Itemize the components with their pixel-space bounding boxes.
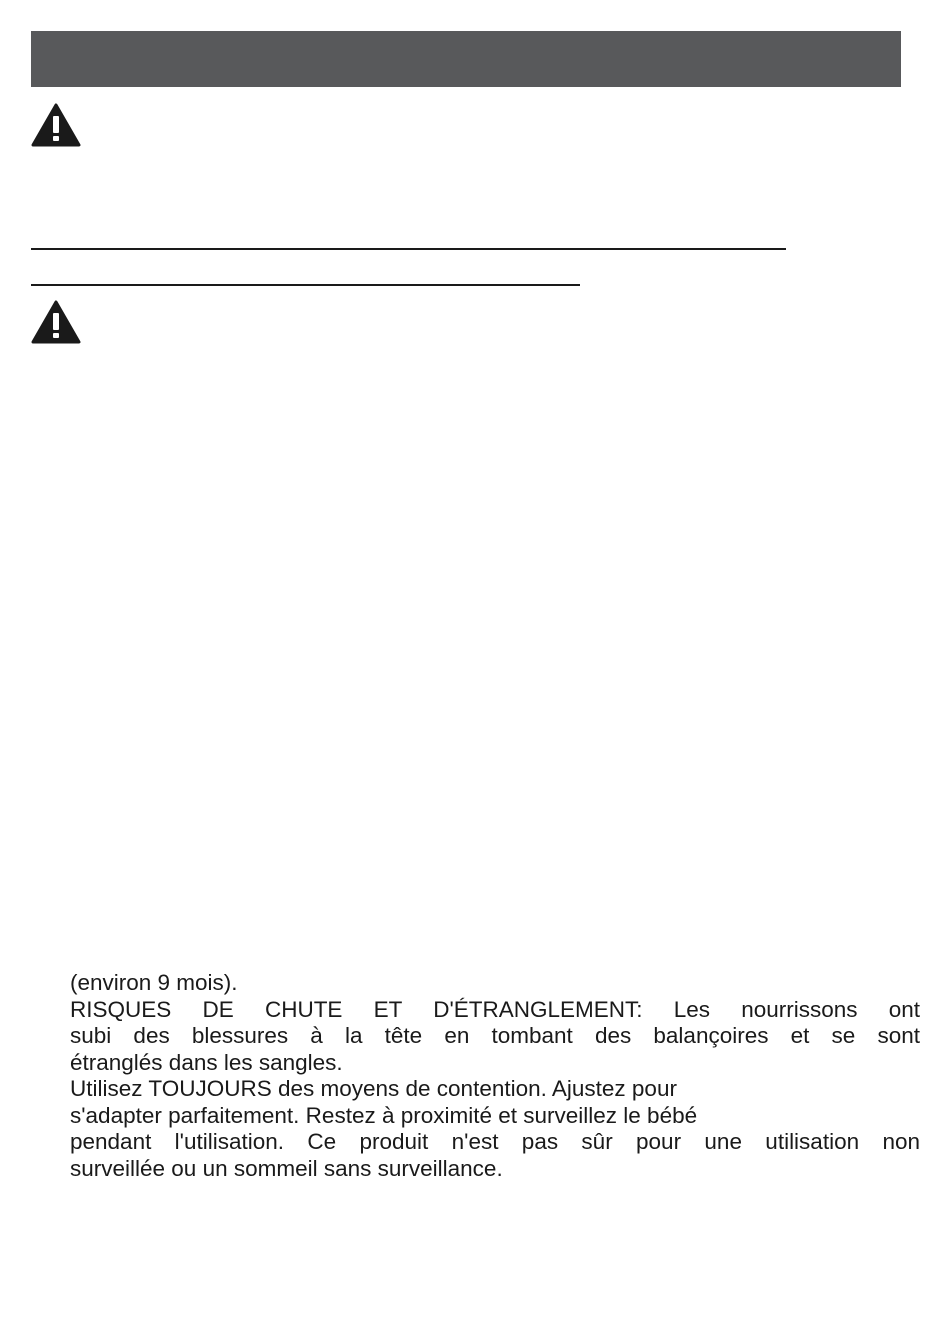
text-line: (environ 9 mois). xyxy=(70,970,238,995)
divider-line xyxy=(31,284,580,286)
text-line: s'adapter parfaitement. Restez à proximité et surveillez le bébé xyxy=(70,1102,698,1128)
divider-line xyxy=(31,248,786,250)
text-line: pendant l'utilisation. Ce produit n'est pas sûr pour une utilisation non xyxy=(70,1129,920,1154)
text-line: surveillée ou un sommeil sans surveillance. xyxy=(70,1155,503,1181)
text-line: Utilisez TOUJOURS des moyens de contention. Ajustez pour xyxy=(70,1076,677,1101)
section-header-bar xyxy=(31,31,901,87)
warning-triangle-icon xyxy=(31,103,81,147)
text-line: subi des blessures à la tête en tombant des balançoires et se sont xyxy=(70,1023,920,1048)
text-line: étranglés dans les sangles. xyxy=(70,1049,343,1075)
text-line: RISQUES DE CHUTE ET D'ÉTRANGLEMENT: Les nourrissons ont xyxy=(70,996,920,1022)
warning-body-text xyxy=(70,970,920,1182)
warning-triangle-icon xyxy=(31,300,81,344)
